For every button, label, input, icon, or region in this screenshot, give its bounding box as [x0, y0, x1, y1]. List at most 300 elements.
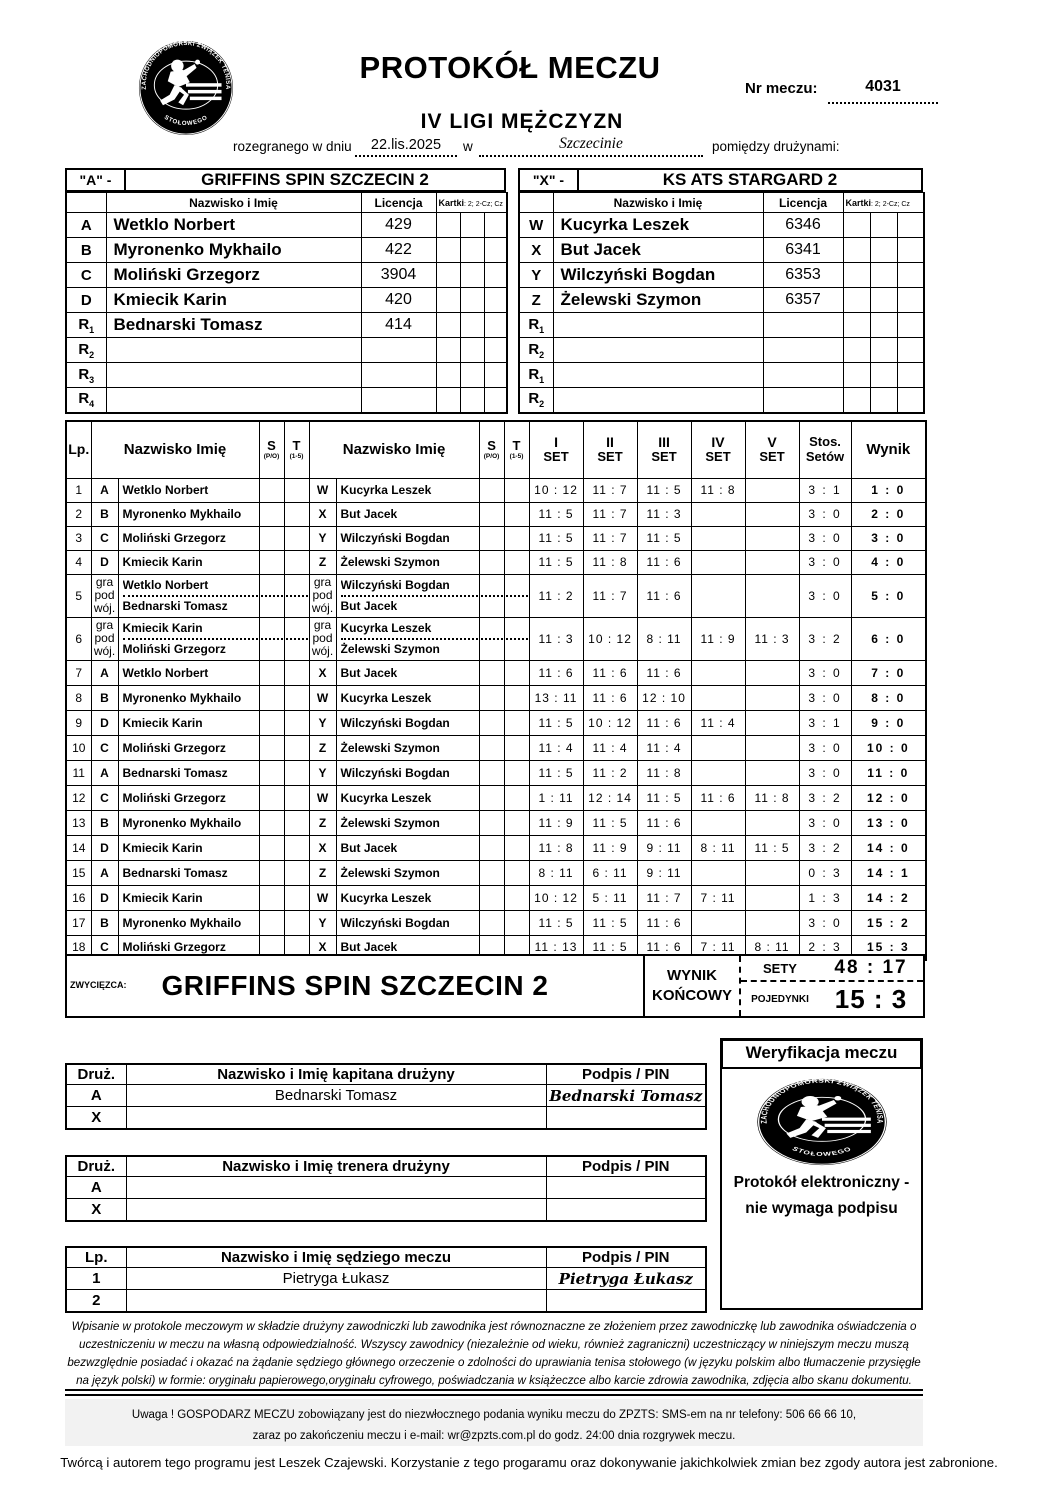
home-player-letter: A [91, 478, 118, 502]
row-number: 10 [66, 735, 91, 760]
played-on-label: rozegranego w dniu [233, 139, 352, 154]
s-t-cell [479, 885, 504, 910]
running-score: 7 : 0 [851, 660, 926, 685]
set-score: 11 : 9 [583, 835, 637, 860]
notice-box [65, 1399, 923, 1446]
away-player-name: Żelewski Szymon [336, 810, 479, 835]
divider-double-line [65, 1389, 923, 1396]
running-score: 14 : 0 [851, 835, 926, 860]
match-row [66, 574, 926, 617]
running-score: 10 : 0 [851, 735, 926, 760]
card-cell [843, 213, 870, 238]
home-player-letter: C [91, 526, 118, 550]
away-player-name: But Jacek [336, 660, 479, 685]
set-score: 11 : 6 [637, 810, 691, 835]
signature-header: Podpis / PIN [546, 1156, 706, 1177]
player-name [106, 363, 361, 388]
sets-ratio: 3 : 0 [799, 760, 851, 785]
svg-text:ZACHODNIOPOMORSKI ZWIĄZEK TENI: ZACHODNIOPOMORSKI ZWIĄZEK TENISA [141, 40, 231, 90]
card-cell [484, 363, 507, 388]
set-score: 11 : 6 [637, 935, 691, 960]
trainer-row-x [66, 1199, 706, 1221]
set-score: 11 : 5 [637, 478, 691, 502]
signature-header: Podpis / PIN [546, 1064, 706, 1085]
s-t-cell [284, 478, 309, 502]
sets-ratio: 1 : 3 [799, 885, 851, 910]
s-t-cell [284, 785, 309, 810]
t-header: T (1-5) [284, 421, 309, 478]
player-name [553, 338, 763, 363]
player-licence [763, 313, 843, 338]
referee-signature [546, 1290, 706, 1312]
match-table-header [66, 421, 926, 478]
set-score: 11 : 5 [529, 526, 583, 550]
card-cell [460, 288, 484, 313]
team-x-table [518, 192, 925, 414]
player-name: Moliński Grzegorz [106, 263, 361, 288]
home-player-name: Moliński Grzegorz [118, 526, 259, 550]
card-cell [436, 313, 460, 338]
team-x-block [518, 168, 923, 414]
match-results-table [65, 420, 927, 961]
sets-total-score: 48 : 17 [834, 957, 908, 978]
set-score: 11 : 6 [637, 550, 691, 574]
s-t-cell [259, 885, 284, 910]
player-letter: $R_1$ [519, 363, 553, 388]
captain-signature [546, 1107, 706, 1129]
team-tag: X [66, 1199, 126, 1221]
signature-header: Podpis / PIN [546, 1247, 706, 1268]
match-results-section [65, 420, 927, 961]
t-header: T (1-5) [504, 421, 529, 478]
set-score: 11 : 7 [583, 502, 637, 526]
set-score [745, 526, 799, 550]
set-score: 11 : 3 [745, 617, 799, 660]
set1-header: I SET [529, 421, 583, 478]
set-score [745, 910, 799, 935]
set-score: 6 : 11 [583, 860, 637, 885]
away-player-name: Kucyrka Leszek [336, 685, 479, 710]
winner-label: ZWYCIĘZCA: [70, 980, 127, 990]
set-score: 8 : 11 [691, 835, 745, 860]
doubles-label: gra pod wój. [309, 574, 336, 617]
team-player-row [66, 213, 507, 238]
s-t-cell [284, 660, 309, 685]
set-score [745, 885, 799, 910]
card-cell [460, 263, 484, 288]
team-player-row [519, 288, 924, 313]
set-score: 7 : 11 [691, 885, 745, 910]
team-player-row [519, 338, 924, 363]
player-name: Myronenko Mykhailo [106, 238, 361, 263]
home-player-name: Bednarski Tomasz [118, 760, 259, 785]
player-letter: $R_4$ [66, 388, 106, 413]
s-t-cell [504, 710, 529, 735]
match-city: Szczecinie [479, 135, 703, 157]
set-score: 10 : 12 [529, 478, 583, 502]
set-score: 11 : 5 [745, 835, 799, 860]
home-player-name: Kmiecik Karin [118, 885, 259, 910]
player-name [553, 363, 763, 388]
home-player-letter: D [91, 710, 118, 735]
player-licence [361, 363, 436, 388]
notice-line-2: zaraz po zakończeniu meczu i e-mail: wr@zpzts.com.pl do godz. 24:00 dnia rozgrywek meczu. [252, 1429, 736, 1442]
team-player-row [519, 238, 924, 263]
set-score [745, 860, 799, 885]
running-score: 11 : 0 [851, 760, 926, 785]
s-t-cell [259, 785, 284, 810]
home-player-name: Moliński Grzegorz [118, 935, 259, 960]
away-player-letter: W [309, 885, 336, 910]
running-score: 2 : 0 [851, 502, 926, 526]
licence-column-header: Licencja [763, 193, 843, 213]
card-cell [897, 238, 924, 263]
set-score: 11 : 8 [745, 785, 799, 810]
away-pair-names: Kucyrka Leszek Żelewski Szymon [336, 617, 479, 660]
captain-name [126, 1107, 546, 1129]
away-player-name: Kucyrka Leszek [336, 885, 479, 910]
match-row [66, 760, 926, 785]
s-t-cell [479, 502, 504, 526]
card-cell [870, 313, 897, 338]
trainer-signature [546, 1199, 706, 1221]
set-score: 11 : 4 [583, 735, 637, 760]
away-player-letter: Z [309, 860, 336, 885]
player-licence: 422 [361, 238, 436, 263]
s-t-cell [479, 760, 504, 785]
row-number: 7 [66, 660, 91, 685]
player-name: Wilczyński Bogdan [553, 263, 763, 288]
cards-column-header: Kartki: 2; 2-Cz; Cz [436, 193, 507, 213]
set-score: 8 : 11 [745, 935, 799, 960]
card-cell [897, 363, 924, 388]
s-header: S (P/O) [259, 421, 284, 478]
s-t-cell [479, 478, 504, 502]
s-t-cell [259, 760, 284, 785]
card-cell [436, 388, 460, 413]
match-row [66, 478, 926, 502]
set-score [691, 760, 745, 785]
verification-box [720, 1038, 923, 1310]
set-score: 11 : 9 [691, 617, 745, 660]
s-t-cell [259, 550, 284, 574]
player-letter: D [66, 288, 106, 313]
s-t-cell [259, 810, 284, 835]
card-cell [484, 213, 507, 238]
captain-signature: Bednarski Tomasz [546, 1085, 706, 1107]
match-number-label: Nr meczu: [745, 80, 818, 97]
player-name: Żelewski Szymon [553, 288, 763, 313]
card-cell [436, 238, 460, 263]
away-pair-names: Wilczyński Bogdan But Jacek [336, 574, 479, 617]
running-score: 12 : 0 [851, 785, 926, 810]
team-player-row [66, 388, 507, 413]
card-cell [843, 313, 870, 338]
sets-ratio: 3 : 0 [799, 526, 851, 550]
set-score: 11 : 6 [583, 660, 637, 685]
s-t-cell [504, 910, 529, 935]
set-score: 10 : 12 [583, 617, 637, 660]
set-score: 11 : 5 [529, 710, 583, 735]
card-cell [436, 213, 460, 238]
home-player-letter: B [91, 810, 118, 835]
set-score [691, 502, 745, 526]
s-t-cell [504, 660, 529, 685]
matches-total-score: 15 : 3 [834, 983, 908, 1014]
s-t-cell [284, 710, 309, 735]
set-score [691, 660, 745, 685]
team-tag: A [66, 1177, 126, 1199]
set-score: 10 : 12 [583, 710, 637, 735]
captain-table-header [66, 1064, 706, 1085]
player-letter: $R_2$ [66, 338, 106, 363]
sets-ratio: 3 : 0 [799, 550, 851, 574]
team-player-row [66, 313, 507, 338]
sets-ratio: 2 : 3 [799, 935, 851, 960]
trainer-name [126, 1177, 546, 1199]
s-t-cell [284, 617, 309, 660]
card-cell [460, 388, 484, 413]
set-score: 11 : 8 [691, 478, 745, 502]
licence-column-header: Licencja [361, 193, 436, 213]
card-cell [870, 363, 897, 388]
set-score: 5 : 11 [583, 885, 637, 910]
home-player-letter: B [91, 685, 118, 710]
set-score [745, 660, 799, 685]
set-score: 11 : 6 [637, 660, 691, 685]
match-row [66, 617, 926, 660]
s-t-cell [504, 810, 529, 835]
row-number: 3 [66, 526, 91, 550]
set-score: 11 : 4 [691, 710, 745, 735]
trainer-table [65, 1155, 707, 1222]
card-cell [870, 263, 897, 288]
set-score: 11 : 6 [637, 574, 691, 617]
set-score: 9 : 11 [637, 860, 691, 885]
s-t-cell [504, 860, 529, 885]
player-name [553, 313, 763, 338]
s-t-cell [259, 735, 284, 760]
set-score [745, 574, 799, 617]
away-player-name: Wilczyński Bogdan [336, 526, 479, 550]
row-number: 1 [66, 478, 91, 502]
match-row [66, 810, 926, 835]
row-number: 17 [66, 910, 91, 935]
card-cell [436, 338, 460, 363]
home-name-header: Nazwisko Imię [91, 421, 259, 478]
team-tag: A [66, 1085, 126, 1107]
set-score: 11 : 7 [583, 574, 637, 617]
s-t-cell [479, 785, 504, 810]
home-player-name: Wetklo Norbert [118, 660, 259, 685]
set-score: 9 : 11 [637, 835, 691, 860]
s-t-cell [504, 760, 529, 785]
home-pair-names: Wetklo Norbert Bednarski Tomasz [118, 574, 259, 617]
away-player-letter: W [309, 785, 336, 810]
home-player-name: Myronenko Mykhailo [118, 910, 259, 935]
away-player-letter: X [309, 502, 336, 526]
player-name: But Jacek [553, 238, 763, 263]
player-letter: A [66, 213, 106, 238]
s-t-cell [284, 810, 309, 835]
set-score: 11 : 6 [637, 910, 691, 935]
s-t-cell [504, 478, 529, 502]
set-score: 11 : 5 [583, 910, 637, 935]
away-player-name: Wilczyński Bogdan [336, 710, 479, 735]
doubles-label: gra pod wój. [309, 617, 336, 660]
notice-line-1: Uwaga ! GOSPODARZ MECZU zobowiązany jest do niezwłocznego podania wyniku meczu do ZPZTS: SMS-em na nr telefony: 506 66 66 10, [131, 1409, 857, 1421]
set-score: 8 : 11 [637, 617, 691, 660]
matches-total-label: POJEDYNKI [751, 993, 809, 1005]
s-t-cell [259, 526, 284, 550]
away-player-letter: Z [309, 810, 336, 835]
card-cell [870, 288, 897, 313]
player-licence: 6357 [763, 288, 843, 313]
team-player-row [519, 263, 924, 288]
name-column-header: Nazwisko i Imię [553, 193, 763, 213]
team-a-header [65, 168, 506, 192]
captain-row-a [66, 1085, 706, 1107]
home-player-letter: B [91, 502, 118, 526]
running-score: 6 : 0 [851, 617, 926, 660]
home-player-name: Moliński Grzegorz [118, 785, 259, 810]
sets-ratio-header: Stos. Setów [799, 421, 851, 478]
set-score: 11 : 2 [583, 760, 637, 785]
set-score [691, 550, 745, 574]
s-t-cell [259, 835, 284, 860]
away-player-name: Kucyrka Leszek [336, 785, 479, 810]
cards-column-header: Kartki: 2; 2-Cz; Cz [843, 193, 924, 213]
set-score: 11 : 2 [529, 574, 583, 617]
set-score: 11 : 6 [529, 660, 583, 685]
s-t-cell [504, 574, 529, 617]
card-cell [484, 238, 507, 263]
captain-name: Bednarski Tomasz [126, 1085, 546, 1107]
s-t-cell [284, 574, 309, 617]
s-t-cell [479, 574, 504, 617]
in-label: w [463, 139, 473, 154]
set-score [691, 735, 745, 760]
set-score [691, 526, 745, 550]
player-licence: 6353 [763, 263, 843, 288]
card-cell [870, 388, 897, 413]
set-score: 11 : 3 [637, 502, 691, 526]
player-letter: Z [519, 288, 553, 313]
set-score: 11 : 7 [583, 526, 637, 550]
set-score [745, 502, 799, 526]
referee-signature: Pietryga Łukasz [546, 1268, 706, 1290]
card-cell [843, 388, 870, 413]
set-score: 11 : 5 [529, 502, 583, 526]
s-t-cell [259, 685, 284, 710]
set-score [745, 685, 799, 710]
verification-title: Weryfikacja meczu [721, 1039, 922, 1069]
trainer-name-header: Nazwisko i Imię trenera drużyny [126, 1156, 546, 1177]
winner-cell [67, 956, 645, 1016]
set-score: 11 : 5 [529, 910, 583, 935]
team-player-row [519, 388, 924, 413]
result-header: Wynik [851, 421, 926, 478]
row-number: 14 [66, 835, 91, 860]
player-letter: $R_1$ [519, 313, 553, 338]
player-name [553, 388, 763, 413]
set-score: 11 : 5 [529, 760, 583, 785]
set-score: 11 : 8 [529, 835, 583, 860]
away-player-letter: X [309, 660, 336, 685]
player-licence [763, 388, 843, 413]
s-t-cell [479, 526, 504, 550]
player-letter: C [66, 263, 106, 288]
team-x-tag: "X" - [520, 170, 579, 190]
team-tag: X [66, 1107, 126, 1129]
home-player-name: Moliński Grzegorz [118, 735, 259, 760]
empty-corner-cell [519, 193, 553, 213]
s-t-cell [504, 885, 529, 910]
match-row [66, 910, 926, 935]
team-x-header [518, 168, 923, 192]
away-player-letter: W [309, 478, 336, 502]
player-name: Kucyrka Leszek [553, 213, 763, 238]
home-player-name: Myronenko Mykhailo [118, 502, 259, 526]
set-score [745, 810, 799, 835]
away-name-header: Nazwisko Imię [309, 421, 479, 478]
away-player-name: But Jacek [336, 835, 479, 860]
set2-header: II SET [583, 421, 637, 478]
player-letter: $R_2$ [519, 388, 553, 413]
s-t-cell [479, 660, 504, 685]
match-number-value: 4031 [828, 78, 938, 104]
set-score: 11 : 4 [637, 735, 691, 760]
away-player-letter: Z [309, 735, 336, 760]
player-letter: $R_2$ [519, 338, 553, 363]
set-score [745, 550, 799, 574]
s-t-cell [479, 550, 504, 574]
final-score-box [739, 956, 923, 1016]
set-score: 13 : 11 [529, 685, 583, 710]
lp-header: Lp. [66, 421, 91, 478]
set-score [691, 574, 745, 617]
running-score: 4 : 0 [851, 550, 926, 574]
row-number: 4 [66, 550, 91, 574]
lp-col-header: Lp. [66, 1247, 126, 1268]
winner-bar [65, 954, 925, 1018]
captain-row-x [66, 1107, 706, 1129]
sets-ratio: 0 : 3 [799, 860, 851, 885]
trainer-signature [546, 1177, 706, 1199]
set-score [691, 910, 745, 935]
matches-total-row [741, 982, 923, 1016]
set-score: 11 : 6 [691, 785, 745, 810]
card-cell [460, 313, 484, 338]
team-col-header: Druż. [66, 1064, 126, 1085]
s-t-cell [504, 550, 529, 574]
running-score: 1 : 0 [851, 478, 926, 502]
referee-name [126, 1290, 546, 1312]
away-player-name: Żelewski Szymon [336, 735, 479, 760]
row-number: 15 [66, 860, 91, 885]
away-player-name: Wilczyński Bogdan [336, 910, 479, 935]
s-t-cell [479, 910, 504, 935]
sets-ratio: 3 : 0 [799, 502, 851, 526]
match-row [66, 785, 926, 810]
match-row [66, 685, 926, 710]
sets-ratio: 3 : 2 [799, 785, 851, 810]
card-cell [843, 263, 870, 288]
running-score: 9 : 0 [851, 710, 926, 735]
referee-name: Pietryga Łukasz [126, 1268, 546, 1290]
set-score: 11 : 8 [637, 760, 691, 785]
home-player-letter: C [91, 785, 118, 810]
